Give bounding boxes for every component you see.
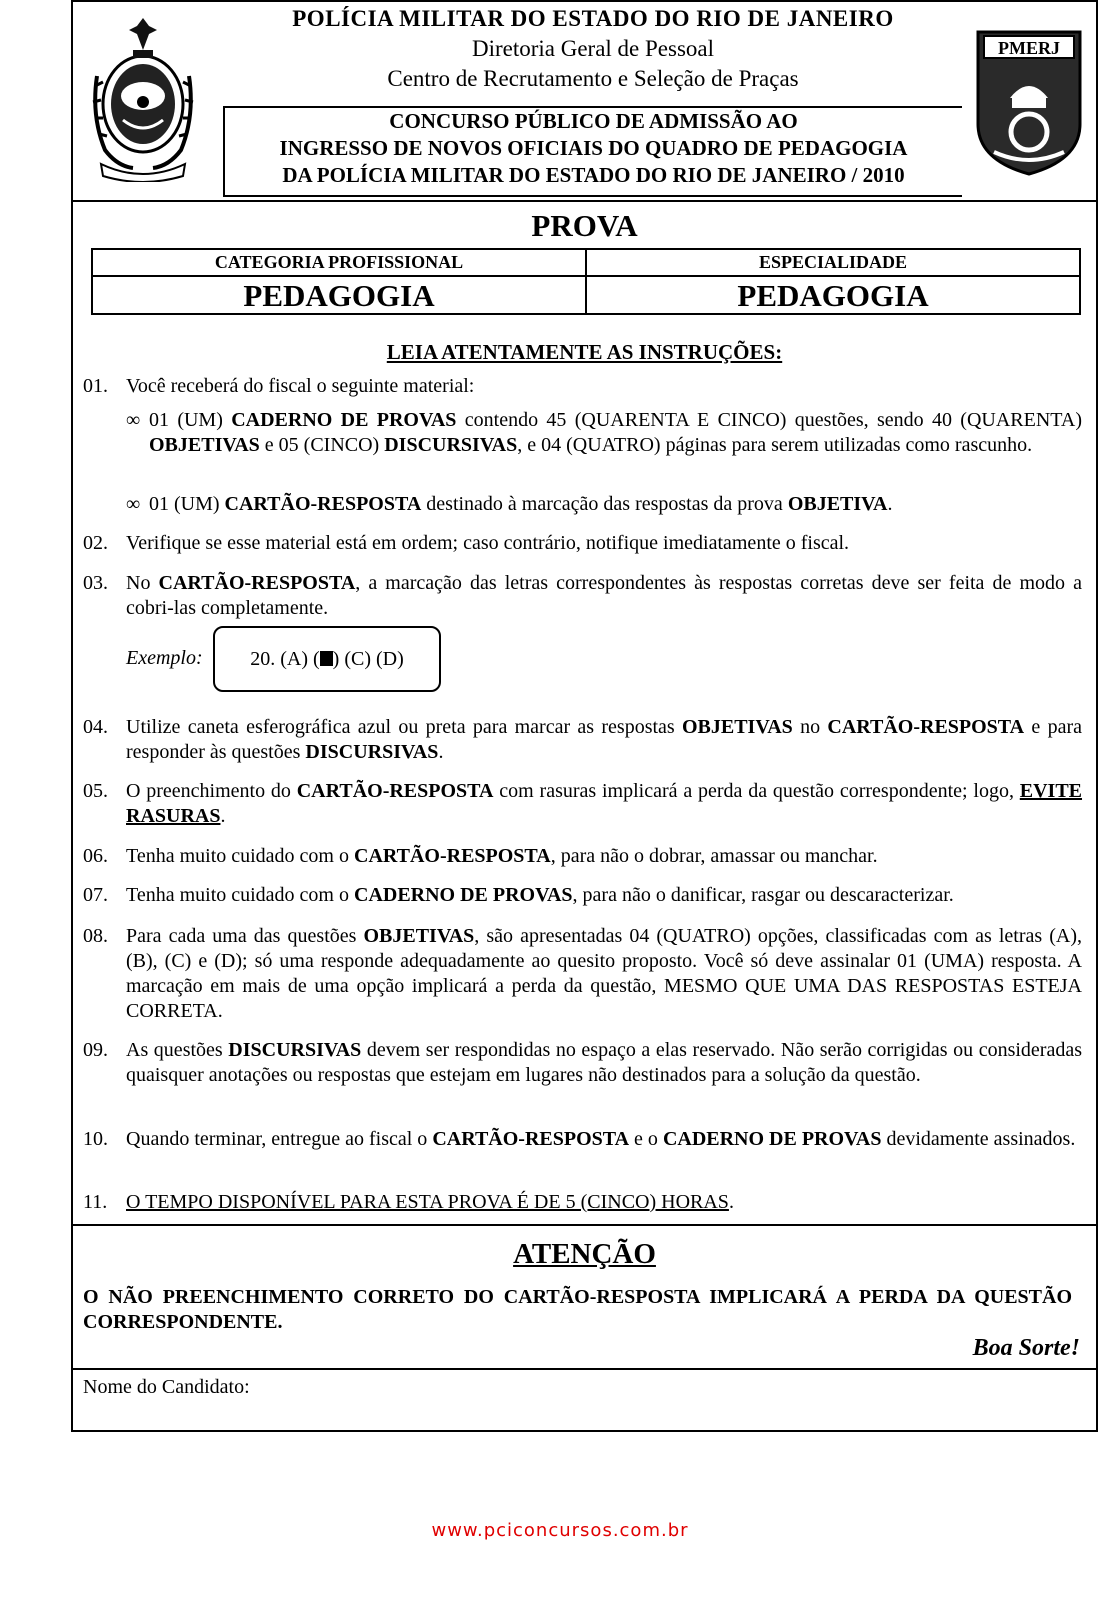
instruction-07 (83, 883, 1082, 908)
bullet-text: 01 (UM) CADERNO DE PROVAS contendo 45 (QUARENTA E CINCO) questões, sendo 40 (QUARENTA) OBJETIVAS e 05 (CINCO) DISCURSIVAS, e 04 (QUATRO) páginas para serem utilizadas como rascunho. (149, 409, 1083, 456)
attention-text: O NÃO PREENCHIMENTO CORRETO DO CARTÃO-RESPOSTA IMPLICARÁ A PERDA DA QUESTÃO CORRESPONDENTE. (83, 1286, 1072, 1333)
category-value: PEDAGOGIA (243, 278, 435, 313)
instruction-08 (83, 924, 1082, 1024)
specialty-label: ESPECIALIDADE (587, 250, 1079, 277)
instruction-03 (83, 571, 1082, 621)
contest-title-line-1: CONCURSO PÚBLICO DE ADMISSÃO AO (389, 109, 798, 133)
specialty-column (585, 250, 1079, 313)
contest-title-box (223, 106, 962, 197)
instruction-text: Tenha muito cuidado com o CADERNO DE PROVAS, para não o danificar, rasgar ou descaracterizar. (126, 884, 954, 906)
infinity-bullet-icon: ∞ (126, 493, 141, 515)
instruction-number: 09. (83, 1039, 108, 1061)
instruction-text: Verifique se esse material está em ordem; caso contrário, notifique imediatamente o fiscal. (126, 532, 850, 554)
instruction-text: O TEMPO DISPONÍVEL PARA ESTA PROVA É DE 5 (CINCO) HORAS. (126, 1191, 734, 1213)
instruction-number: 10. (83, 1128, 108, 1150)
instruction-text: No CARTÃO-RESPOSTA, a marcação das letras correspondentes às respostas corretas deve ser feita de modo a cobri-las completamente. (126, 572, 1082, 619)
exam-title: PROVA (531, 208, 638, 243)
section-divider (73, 1368, 1096, 1370)
instruction-text: Utilize caneta esferográfica azul ou preta para marcar as respostas OBJETIVAS no CARTÃO-RESPOSTA e para responder às questões DISCURSIVAS. (126, 716, 1082, 763)
contest-title-line-3: DA POLÍCIA MILITAR DO ESTADO DO RIO DE JANEIRO / 2010 (282, 163, 905, 187)
footer-url[interactable]: www.pciconcursos.com.br (431, 1520, 689, 1541)
candidate-name-label: Nome do Candidato: (83, 1376, 250, 1398)
instruction-09 (83, 1038, 1082, 1088)
filled-option-square-icon (320, 651, 333, 666)
infinity-bullet-icon: ∞ (126, 409, 141, 431)
state-coat-of-arms-icon (87, 16, 199, 182)
instructions-heading: LEIA ATENTAMENTE AS INSTRUÇÕES: (386, 340, 783, 364)
material-bullet-1 (126, 408, 1082, 458)
attention-title: ATENÇÃO (513, 1238, 656, 1270)
header (73, 2, 1096, 202)
instruction-11 (83, 1190, 1082, 1215)
example-label: Exemplo: (126, 647, 203, 669)
instruction-number: 05. (83, 780, 108, 802)
instruction-text: As questões DISCURSIVAS devem ser respondidas no espaço a elas reservado. Não serão corrigidas ou consideradas quaisquer anotações ou respostas que estejam em lugares não destinados para a solução da questão. (126, 1039, 1082, 1086)
instruction-number: 08. (83, 925, 108, 947)
instruction-number: 03. (83, 572, 108, 594)
instruction-04 (83, 715, 1082, 765)
instruction-text: Para cada uma das questões OBJETIVAS, são apresentadas 04 (QUATRO) opções, classificadas com as letras (A), (B), (C) e (D); só uma responde adequadamente ao quesito proposto. Você só deve assinalar 01 (UMA) resposta. A marcação em mais de uma opção implicará a perda da questão, MESMO QUE UMA DAS RESPOSTAS ESTEJA CORRETA. (126, 925, 1083, 1022)
instruction-text: Tenha muito cuidado com o CARTÃO-RESPOSTA, para não o dobrar, amassar ou manchar. (126, 845, 878, 867)
instruction-number: 06. (83, 845, 108, 867)
instruction-10 (83, 1127, 1082, 1152)
category-label: CATEGORIA PROFISSIONAL (93, 250, 585, 277)
instruction-text: O preenchimento do CARTÃO-RESPOSTA com rasuras implicará a perda da questão correspondente; logo, EVITE RASURAS. (126, 780, 1083, 827)
instruction-number: 07. (83, 884, 108, 906)
instruction-number: 01. (83, 375, 108, 397)
badge-label: PMERJ (998, 38, 1060, 58)
material-bullet-2 (126, 492, 1082, 517)
instruction-number: 11. (83, 1191, 108, 1213)
instruction-number: 04. (83, 716, 108, 738)
instruction-05 (83, 779, 1082, 829)
instruction-text: Você receberá do fiscal o seguinte material: (126, 375, 475, 397)
instruction-text: Quando terminar, entregue ao fiscal o CARTÃO-RESPOSTA e o CADERNO DE PROVAS devidamente assinados. (126, 1128, 1076, 1150)
good-luck-text: Boa Sorte! (972, 1335, 1080, 1361)
instruction-02 (83, 531, 1082, 556)
contest-title-line-2: INGRESSO DE NOVOS OFICIAIS DO QUADRO DE PEDAGOGIA (279, 136, 908, 160)
bullet-text: 01 (UM) CARTÃO-RESPOSTA destinado à marcação das respostas da prova OBJETIVA. (149, 493, 893, 515)
category-column (93, 250, 585, 313)
instruction-number: 02. (83, 532, 108, 554)
example-answer-box: 20. (A) ( ) (C) (D) (213, 626, 441, 692)
institution-name: POLÍCIA MILITAR DO ESTADO DO RIO DE JANEIRO (292, 6, 894, 31)
instruction-06 (83, 844, 1082, 869)
pmerj-shield-icon (974, 28, 1084, 176)
category-table (91, 248, 1081, 315)
exam-cover-frame (71, 0, 1098, 1432)
specialty-value: PEDAGOGIA (737, 278, 929, 313)
recruitment-center-name: Centro de Recrutamento e Seleção de Praças (387, 66, 799, 91)
section-divider (73, 1224, 1096, 1226)
instruction-01 (83, 374, 1082, 399)
directorate-name: Diretoria Geral de Pessoal (471, 36, 715, 61)
